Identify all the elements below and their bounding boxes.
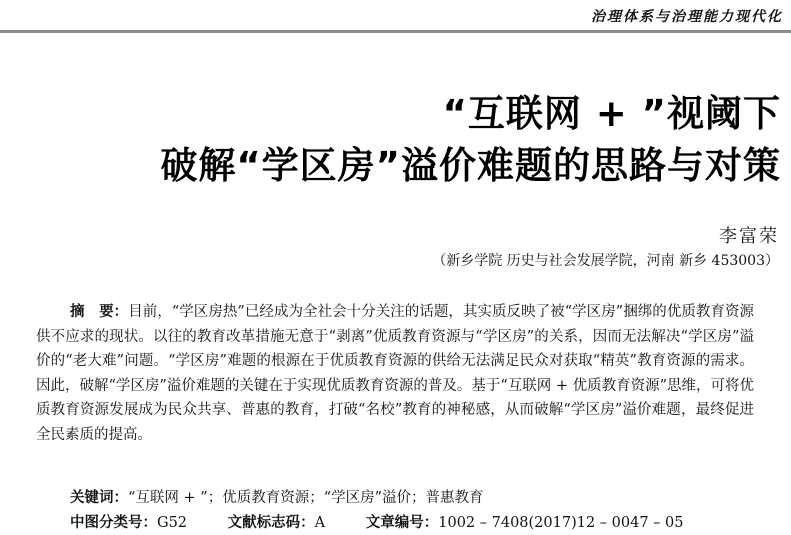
abstract: [36, 300, 754, 447]
keywords-text: “互联网 + ”；优质教育资源；“学区房”溢价；普惠教育: [128, 490, 484, 506]
article-metadata: [70, 511, 719, 532]
title-line-1: “互联网 + ”视阈下: [442, 92, 781, 135]
doc-code-label: 文献标志码：: [227, 515, 315, 531]
keywords: [70, 486, 484, 507]
abstract-label: 摘 要：: [70, 304, 129, 320]
title-line-2: 破解“学区房”溢价难题的思路与对策: [160, 144, 781, 187]
header-divider: [0, 30, 791, 33]
author-affiliation: （新乡学院 历史与社会发展学院，河南 新乡 453003）: [432, 253, 779, 269]
document-code: [228, 515, 325, 531]
abstract-text: 目前，“学区房热”已经成为全社会十分关注的话题，其实质反映了被“学区房”捆绑的优质教育资源供不应求的现状。以往的教育改革措施无意于“剥离”优质教育资源与“学区房”的关系，因而无法解决“学区房”溢价的“老大难”问题。“学区房”难题的根源在于优质教育资源的供给无法满足民众对获取“精英”教育资源的需求。因此，破解“学区房”溢价难题的关键在于实现优质教育资源的普及。基于“互联网 + 优质教育资源”思维，可将优质教育资源发展成为民众共享、普惠的教育，打破“名校”教育的神秘感，从而破解“学区房”溢价难题，最终促进全民素质的提高。: [36, 304, 755, 443]
article-number: [366, 515, 684, 531]
keywords-label: 关键词：: [70, 490, 128, 506]
clc-number: [70, 515, 187, 531]
clc-label: 中图分类号：: [70, 515, 157, 531]
clc-value: G52: [157, 515, 188, 531]
running-header: [0, 0, 791, 34]
article-title: [160, 88, 781, 192]
journal-section-title: 治理体系与治理能力现代化: [591, 9, 783, 25]
doc-code-value: A: [314, 515, 326, 531]
article-number-value: 1002 – 7408(2017)12 – 0047 – 05: [438, 515, 684, 531]
author-name: 李富荣: [719, 226, 779, 247]
article-number-label: 文章编号：: [365, 515, 439, 531]
